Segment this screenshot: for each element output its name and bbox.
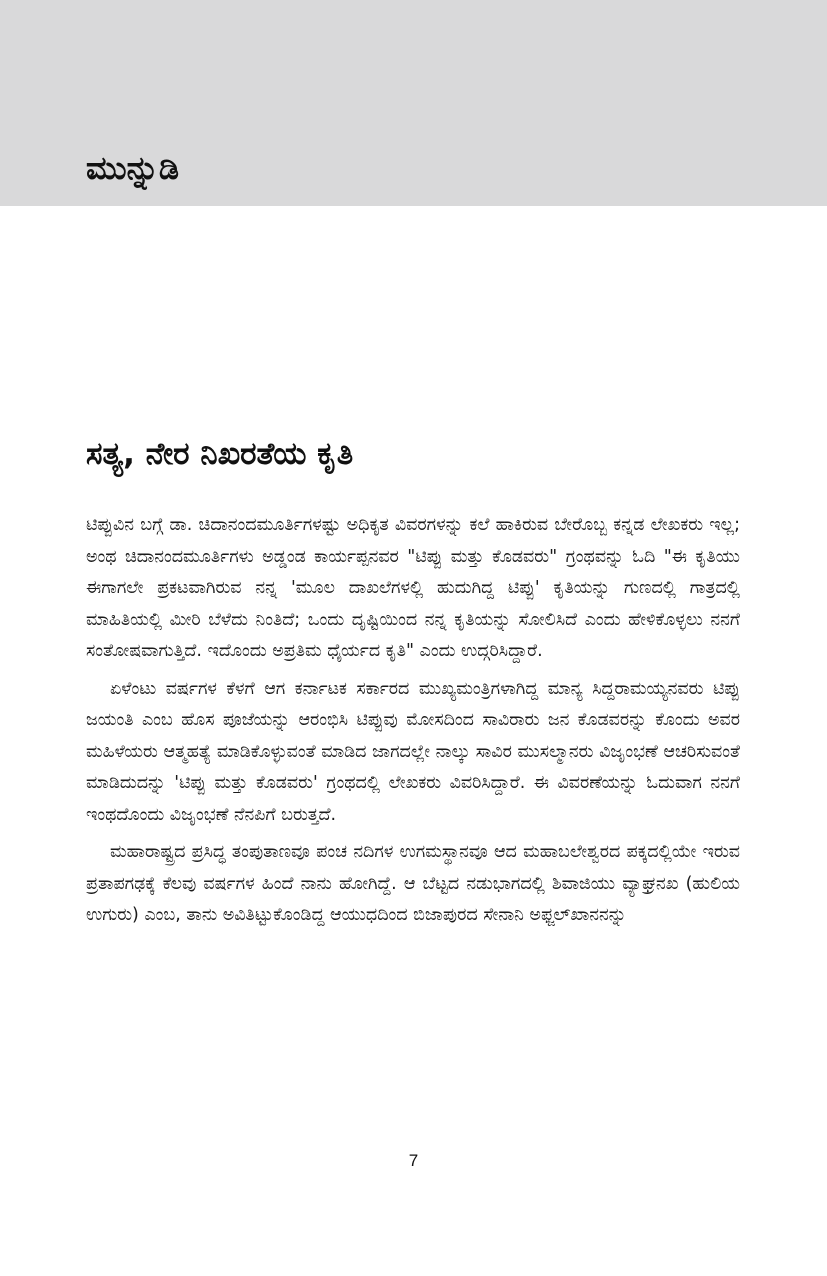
body-text [86,510,740,938]
chapter-title: ಮುನ್ನುಡಿ [86,149,180,187]
paragraph-3: ಮಹಾರಾಷ್ಟ್ರದ ಪ್ರಸಿದ್ಧ ತಂಪುತಾಣವೂ ಪಂಚ ನದಿಗಳ ಉಗಮಸ್ಥಾನವೂ ಆದ ಮಹಾಬಲೇಶ್ವರದ ಪಕ್ಕದಲ್ಲಿಯೇ ಇರುವ ಪ್ರತಾಪಗಢಕ್ಕೆ ಕೆಲವು ವರ್ಷಗಳ ಹಿಂದೆ ನಾನು ಹೋಗಿದ್ದೆ. ಆ ಬೆಟ್ಟದ ನಡುಭಾಗದಲ್ಲಿ ಶಿವಾಜಿಯು ವ್ಯಾಘ್ರನಖ (ಹುಲಿಯ ಉಗುರು) ಎಂಬ, ತಾನು ಅವಿತಿಟ್ಟುಕೊಂಡಿದ್ದ ಆಯುಧದಿಂದ ಬಿಜಾಪುರದ ಸೇನಾನಿ ಅಫ್ಜಲ್‌ಖಾನನನ್ನು [86,842,740,925]
section-title: ಸತ್ಯ, ನೇರ ನಿಖರತೆಯ ಕೃತಿ [86,436,354,472]
chapter-header-band [0,0,827,206]
page-number: 7 [408,1151,419,1170]
paragraph-2: ಏಳೆಂಟು ವರ್ಷಗಳ ಕೆಳಗೆ ಆಗ ಕರ್ನಾಟಕ ಸರ್ಕಾರದ ಮುಖ್ಯಮಂತ್ರಿಗಳಾಗಿದ್ದ ಮಾನ್ಯ ಸಿದ್ದರಾಮಯ್ಯನವರು ಟಿಪ್ಪು ಜಯಂತಿ ಎಂಬ ಹೊಸ ಪೂಜೆಯನ್ನು ಆರಂಭಿಸಿ ಟಿಪ್ಪುವು ಮೋಸದಿಂದ ಸಾವಿರಾರು ಜನ ಕೊಡವರನ್ನು ಕೊಂದು ಅವರ ಮಹಿಳೆಯರು ಆತ್ಮಹತ್ಯೆ ಮಾಡಿಕೊಳ್ಳುವಂತೆ ಮಾಡಿದ ಜಾಗದಲ್ಲೇ ನಾಲ್ಕು ಸಾವಿರ ಮುಸಲ್ಮಾನರು ವಿಜೃಂಭಣೆ ಆಚರಿಸುವಂತೆ ಮಾಡಿದುದನ್ನು 'ಟಿಪ್ಪು ಮತ್ತು ಕೊಡವರು' ಗ್ರಂಥದಲ್ಲಿ ಲೇಖಕರು ವಿವರಿಸಿದ್ದಾರೆ. ಈ ವಿವರಣೆಯನ್ನು ಓದುವಾಗ ನನಗೆ ಇಂಥದೊಂದು ವಿಜೃಂಭಣೆ ನೆನಪಿಗೆ ಬರುತ್ತದೆ. [86,678,740,825]
paragraph-1: ಟಿಪ್ಪುವಿನ ಬಗ್ಗೆ ಡಾ. ಚಿದಾನಂದಮೂರ್ತಿಗಳಷ್ಟು ಅಧಿಕೃತ ವಿವರಗಳನ್ನು ಕಲೆ ಹಾಕಿರುವ ಬೇರೊಬ್ಬ ಕನ್ನಡ ಲೇಖಕರು ಇಲ್ಲ; ಅಂಥ ಚಿದಾನಂದಮೂರ್ತಿಗಳು ಅಡ್ಡಂಡ ಕಾರ್ಯಪ್ಪನವರ "ಟಿಪ್ಪು ಮತ್ತು ಕೊಡವರು" ಗ್ರಂಥವನ್ನು ಓದಿ "ಈ ಕೃತಿಯು ಈಗಾಗಲೇ ಪ್ರಕಟವಾಗಿರುವ ನನ್ನ 'ಮೂಲ ದಾಖಲೆಗಳಲ್ಲಿ ಹುದುಗಿದ್ದ ಟಿಪ್ಪು' ಕೃತಿಯನ್ನು ಗುಣದಲ್ಲಿ ಗಾತ್ರದಲ್ಲಿ ಮಾಹಿತಿಯಲ್ಲಿ ಮೀರಿ ಬೆಳೆದು ನಿಂತಿದೆ; ಒಂದು ದೃಷ್ಟಿಯಿಂದ ನನ್ನ ಕೃತಿಯನ್ನು ಸೋಲಿಸಿದೆ ಎಂದು ಹೇಳಿಕೊಳ್ಳಲು ನನಗೆ ಸಂತೋಷವಾಗುತ್ತಿದೆ. ಇದೊಂದು ಅಪ್ರತಿಮ ಧೈರ್ಯದ ಕೃತಿ" ಎಂದು ಉದ್ಗರಿಸಿದ್ದಾರೆ. [86,515,740,661]
